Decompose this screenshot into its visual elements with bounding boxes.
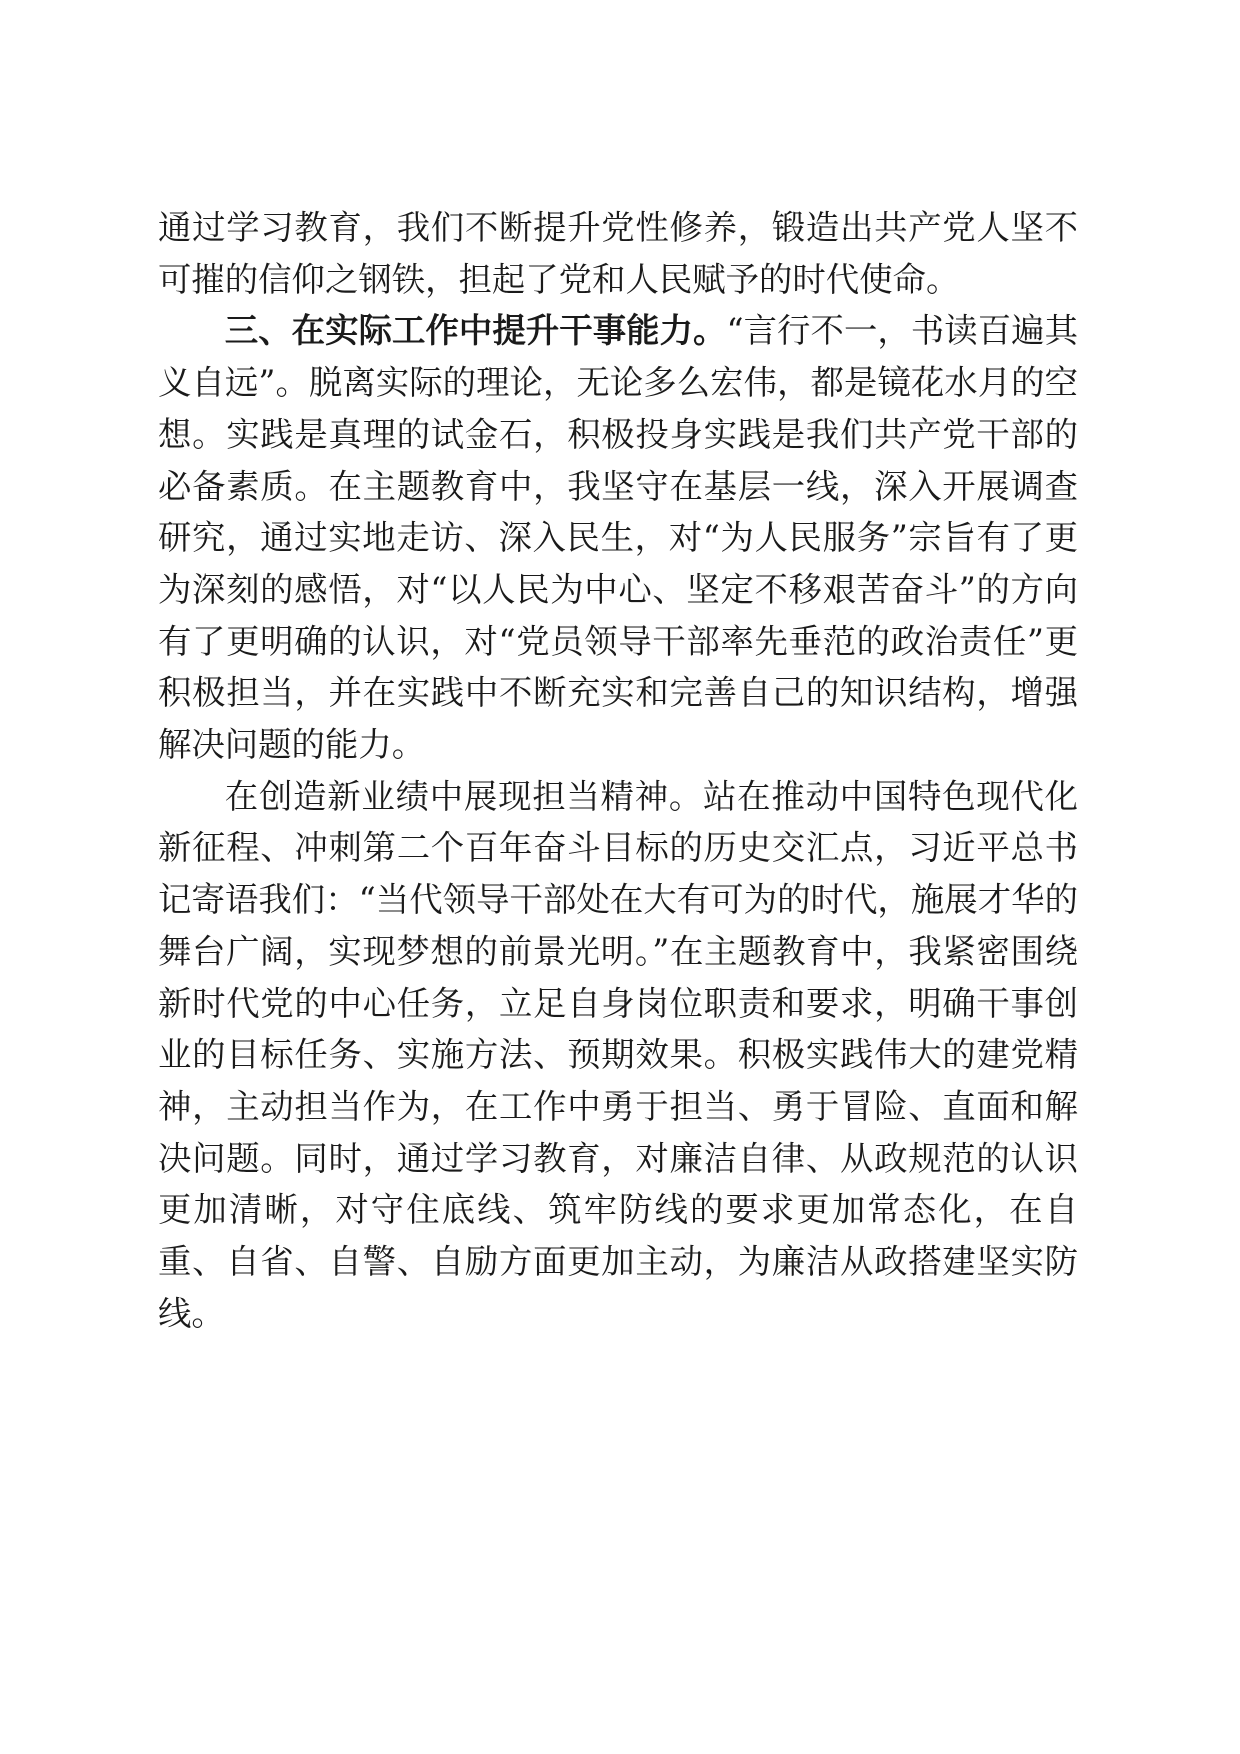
document-body	[158, 202, 1078, 1339]
paragraph-3	[158, 771, 1078, 1340]
paragraph-2-text: “言行不一，书读百遍其义自远”。脱离实际的理论，无论多么宏伟，都是镜花水月的空想。实践是真理的试金石，积极投身实践是我们共产党干部的必备素质。在主题教育中，我坚守在基层一线，深入开展调查研究，通过实地走访、深入民生，对“为人民服务”宗旨有了更为深刻的感悟，对“以人民为中心、坚定不移艰苦奋斗”的方向有了更明确的认识，对“党员领导干部率先垂范的政治责任”更积极担当，并在实践中不断充实和完善自己的知识结构，增强解决问题的能力。	[158, 311, 1079, 765]
paragraph-1-text: 通过学习教育，我们不断提升党性修养，锻造出共产党人坚不可摧的信仰之钢铁，担起了党和人民赋予的时代使命。	[158, 208, 1078, 299]
paragraph-3-text: 在创造新业绩中展现担当精神。站在推动中国特色现代化新征程、冲刺第二个百年奋斗目标的历史交汇点，习近平总书记寄语我们：“当代领导干部处在大有可为的时代，施展才华的舞台广阔，实现梦想的前景光明。”在主题教育中，我紧密围绕新时代党的中心任务，立足自身岗位职责和要求，明确干事创业的目标任务、实施方法、预期效果。积极实践伟大的建党精神，主动担当作为，在工作中勇于担当、勇于冒险、直面和解决问题。同时，通过学习教育，对廉洁自律、从政规范的认识更加清晰，对守住底线、筑牢防线的要求更加常态化，在自重、自省、自警、自励方面更加主动，为廉洁从政搭建坚实防线。	[158, 776, 1078, 1333]
paragraph-1	[158, 202, 1078, 305]
paragraph-2	[158, 305, 1078, 770]
section-heading: 三、在实际工作中提升干事能力。	[224, 311, 727, 351]
